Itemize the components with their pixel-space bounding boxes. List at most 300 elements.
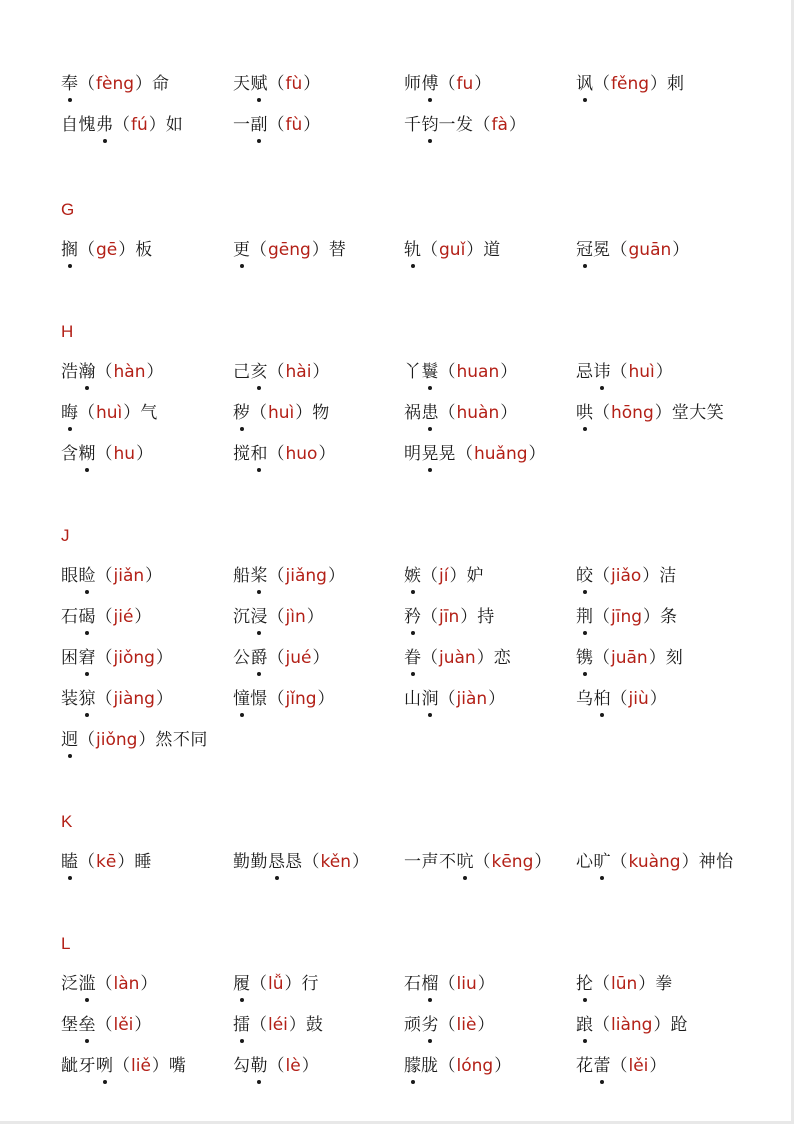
word-suffix: 跄 <box>670 1015 688 1035</box>
paren-open: （ <box>610 362 628 382</box>
target-character: 桨 <box>250 566 268 586</box>
vocab-entry <box>233 687 335 715</box>
target-character: 桕 <box>593 689 611 709</box>
target-character: 副 <box>250 115 268 135</box>
vocab-row <box>0 646 794 687</box>
vocab-entry <box>404 687 505 715</box>
paren-open: （ <box>438 689 456 709</box>
target-character: 榴 <box>421 974 439 994</box>
pinyin: huo <box>285 444 318 464</box>
vocab-entry <box>404 850 551 878</box>
vocab-row <box>0 1054 794 1095</box>
vocab-entry <box>576 360 673 388</box>
word-suffix: 然不同 <box>155 730 208 750</box>
pinyin: guān <box>628 240 672 260</box>
paren-open: （ <box>113 115 130 135</box>
target-character: 秽 <box>233 403 250 423</box>
target-character: 荆 <box>576 607 593 627</box>
pinyin: jīn <box>439 607 460 627</box>
vocab-row <box>0 401 794 442</box>
word-prefix: 龇牙 <box>61 1056 96 1076</box>
word-prefix: 山 <box>404 689 422 709</box>
paren-open: （ <box>250 1015 267 1035</box>
pinyin: hài <box>285 362 312 382</box>
section-letter: G <box>61 200 75 219</box>
target-character: 抡 <box>576 974 593 994</box>
paren-close: ） <box>146 362 164 382</box>
paren-close: ） <box>672 240 690 260</box>
target-character: 轨 <box>404 240 421 260</box>
paren-open: （ <box>95 1015 113 1035</box>
pinyin: jié <box>113 607 134 627</box>
paren-open: （ <box>95 566 113 586</box>
word-middle: 恳 <box>285 852 303 872</box>
target-character: 擂 <box>233 1015 250 1035</box>
vocab-entry <box>576 850 734 878</box>
paren-close: ） <box>649 689 667 709</box>
paren-close: ） <box>534 852 552 872</box>
word-suffix: 条 <box>660 607 678 627</box>
target-character: 讳 <box>593 362 611 382</box>
pinyin: fú <box>131 115 148 135</box>
pinyin: jiǎng <box>285 566 327 586</box>
word-prefix: 勾 <box>233 1056 251 1076</box>
pinyin: fù <box>285 74 303 94</box>
paren-close: ） <box>135 74 153 94</box>
word-prefix: 公 <box>233 648 251 668</box>
target-character: 傅 <box>421 74 439 94</box>
word-suffix: 嘴 <box>168 1056 187 1076</box>
pinyin: huì <box>628 362 655 382</box>
paren-open: （ <box>421 648 438 668</box>
paren-open: （ <box>593 607 610 627</box>
pinyin: fèng <box>96 74 135 94</box>
paren-close: ） <box>155 648 173 668</box>
paren-open: （ <box>267 566 285 586</box>
target-character: 搁 <box>61 240 78 260</box>
pinyin: jiàn <box>456 689 488 709</box>
target-character: 勒 <box>250 1056 268 1076</box>
vocab-entry <box>576 1013 688 1041</box>
paren-close: ） <box>500 403 518 423</box>
word-middle: 胧 <box>421 1056 439 1076</box>
word-prefix: 一 <box>233 115 251 135</box>
pinyin: liu <box>456 974 477 994</box>
paren-close: ） <box>650 74 668 94</box>
paren-open: （ <box>438 403 456 423</box>
paren-open: （ <box>267 362 285 382</box>
paren-close: ） <box>638 974 656 994</box>
paren-open: （ <box>421 607 438 627</box>
vocab-entry <box>404 972 495 1000</box>
pinyin: fù <box>285 115 303 135</box>
vocab-entry <box>61 401 158 429</box>
target-character: 奉 <box>61 74 78 94</box>
target-character: 弗 <box>96 115 113 135</box>
word-middle: 晃 <box>438 444 456 464</box>
vocab-entry <box>233 1054 319 1082</box>
paren-close: ） <box>653 1015 671 1035</box>
paren-open: （ <box>421 240 438 260</box>
paren-open: （ <box>438 1015 456 1035</box>
word-suffix: 板 <box>135 240 153 260</box>
paren-open: （ <box>78 403 95 423</box>
pinyin: lěi <box>113 1015 134 1035</box>
pinyin: fà <box>491 115 508 135</box>
word-suffix: 神怡 <box>698 852 734 872</box>
vocab-entry <box>404 646 511 674</box>
paren-open: （ <box>438 362 456 382</box>
pinyin: guǐ <box>439 240 466 260</box>
vocab-entry <box>61 72 170 100</box>
target-character: 浸 <box>250 607 268 627</box>
paren-close: ） <box>476 648 494 668</box>
paren-close: ） <box>138 730 156 750</box>
vocab-row <box>0 687 794 728</box>
target-character: 旷 <box>593 852 611 872</box>
pinyin: huì <box>96 403 123 423</box>
pinyin: jí <box>439 566 449 586</box>
paren-open: （ <box>438 74 456 94</box>
vocab-entry <box>404 401 517 429</box>
word-prefix: 一声不 <box>404 852 457 872</box>
paren-close: ） <box>155 689 173 709</box>
vocab-entry <box>404 238 501 266</box>
paren-close: ） <box>474 74 492 94</box>
paren-close: ） <box>136 444 154 464</box>
word-prefix: 师 <box>404 74 422 94</box>
vocab-entry <box>233 850 369 878</box>
target-character: 嫉 <box>404 566 421 586</box>
pinyin: huì <box>268 403 295 423</box>
vocab-entry <box>576 72 685 100</box>
paren-close: ） <box>312 362 330 382</box>
target-character: 碣 <box>78 607 96 627</box>
vocab-entry <box>404 113 526 141</box>
pinyin: lǚ <box>268 974 284 994</box>
word-suffix: 气 <box>140 403 158 423</box>
paren-open: （ <box>593 403 610 423</box>
paren-close: ） <box>327 566 345 586</box>
paren-close: ） <box>643 607 661 627</box>
pinyin: hàn <box>113 362 146 382</box>
vocab-entry <box>233 1013 323 1041</box>
paren-close: ） <box>317 689 335 709</box>
paren-open: （ <box>610 240 628 260</box>
pinyin: hu <box>113 444 136 464</box>
target-character: 蕾 <box>593 1056 611 1076</box>
paren-close: ） <box>306 607 324 627</box>
paren-open: （ <box>593 1015 610 1035</box>
word-prefix: 千 <box>404 115 422 135</box>
word-suffix: 如 <box>165 115 184 135</box>
target-character: 爵 <box>250 648 268 668</box>
word-prefix: 石 <box>404 974 422 994</box>
paren-close: ） <box>118 240 136 260</box>
word-prefix: 浩 <box>61 362 79 382</box>
word-suffix: 持 <box>477 607 495 627</box>
vocab-entry <box>576 687 667 715</box>
paren-close: ） <box>117 852 135 872</box>
word-prefix: 忌 <box>576 362 594 382</box>
pinyin: fěng <box>611 74 650 94</box>
target-character: 晃 <box>421 444 439 464</box>
vocab-entry <box>576 605 678 633</box>
pinyin: jìn <box>285 607 306 627</box>
pinyin: jīng <box>611 607 643 627</box>
paren-close: ） <box>303 74 321 94</box>
word-prefix: 石 <box>61 607 79 627</box>
vocab-entry <box>61 442 153 470</box>
word-prefix: 己 <box>233 362 251 382</box>
pinyin: liàng <box>611 1015 653 1035</box>
vocab-row <box>0 850 794 891</box>
paren-close: ） <box>649 1056 667 1076</box>
paren-close: ） <box>288 1015 306 1035</box>
paren-open: （ <box>438 974 456 994</box>
word-prefix: 沉 <box>233 607 251 627</box>
target-character: 瞌 <box>61 852 78 872</box>
paren-close: ） <box>140 974 158 994</box>
target-character: 滥 <box>78 974 96 994</box>
word-middle: 一发 <box>438 115 474 135</box>
target-character: 猄 <box>78 689 96 709</box>
vocab-entry <box>404 360 517 388</box>
pinyin: liè <box>456 1015 477 1035</box>
word-prefix: 船 <box>233 566 251 586</box>
section-letter: J <box>61 526 70 545</box>
word-suffix: 堂大笑 <box>671 403 725 423</box>
word-prefix: 勤勤 <box>233 852 268 872</box>
paren-close: ） <box>500 362 518 382</box>
target-character: 吭 <box>456 852 474 872</box>
paren-close: ） <box>134 607 152 627</box>
paren-close: ） <box>477 1015 495 1035</box>
paren-close: ） <box>477 974 495 994</box>
vocab-row <box>0 728 794 769</box>
word-prefix: 自愧 <box>61 115 96 135</box>
word-prefix: 搅 <box>233 444 251 464</box>
target-character: 矜 <box>404 607 421 627</box>
vocab-entry <box>233 972 319 1000</box>
vocab-entry <box>576 564 677 592</box>
vocab-entry <box>233 113 320 141</box>
word-prefix: 困 <box>61 648 79 668</box>
paren-open: （ <box>267 115 285 135</box>
word-middle: 冕 <box>593 240 611 260</box>
pinyin: jiù <box>628 689 649 709</box>
pinyin: kē <box>96 852 117 872</box>
paren-open: （ <box>78 852 95 872</box>
vocab-entry <box>233 564 345 592</box>
word-prefix: 祸 <box>404 403 422 423</box>
pinyin: kuàng <box>628 852 681 872</box>
word-suffix: 道 <box>483 240 501 260</box>
paren-close: ） <box>301 1056 319 1076</box>
word-prefix: 顽 <box>404 1015 422 1035</box>
vocab-entry <box>233 646 329 674</box>
vocab-entry <box>404 1013 494 1041</box>
pinyin: lè <box>285 1056 301 1076</box>
word-prefix: 心 <box>576 852 594 872</box>
paren-open: （ <box>593 74 610 94</box>
target-character: 冠 <box>576 240 593 260</box>
target-character: 窘 <box>78 648 96 668</box>
target-character: 迥 <box>61 730 78 750</box>
section-letter: L <box>61 934 71 953</box>
vocab-row <box>0 972 794 1013</box>
word-suffix: 洁 <box>659 566 677 586</box>
vocab-row <box>0 1013 794 1054</box>
target-character: 垒 <box>78 1015 96 1035</box>
word-suffix: 行 <box>301 974 319 994</box>
word-prefix: 丫 <box>404 362 422 382</box>
pinyin: gē <box>96 240 118 260</box>
paren-open: （ <box>593 648 610 668</box>
word-prefix: 泛 <box>61 974 79 994</box>
target-character: 眷 <box>404 648 421 668</box>
pinyin: huàn <box>456 403 500 423</box>
pinyin: jiǒng <box>96 730 138 750</box>
vocab-entry <box>404 564 484 592</box>
paren-close: ） <box>528 444 546 464</box>
paren-open: （ <box>95 444 113 464</box>
word-suffix: 鼓 <box>305 1015 324 1035</box>
word-suffix: 妒 <box>466 566 484 586</box>
paren-close: ） <box>134 1015 152 1035</box>
pinyin: juān <box>611 648 648 668</box>
vocab-entry <box>233 238 346 266</box>
word-suffix: 刺 <box>667 74 685 94</box>
vocab-row <box>0 360 794 401</box>
pinyin: lūn <box>611 974 638 994</box>
vocab-entry <box>61 972 157 1000</box>
paren-close: ） <box>449 566 467 586</box>
pinyin: kěn <box>320 852 351 872</box>
paren-open: （ <box>610 1056 628 1076</box>
pinyin: lóng <box>456 1056 494 1076</box>
paren-open: （ <box>250 403 267 423</box>
vocab-entry <box>576 1054 666 1082</box>
paren-close: ） <box>681 852 699 872</box>
target-character: 镌 <box>576 648 593 668</box>
vocab-entry <box>61 687 173 715</box>
paren-close: ） <box>145 566 163 586</box>
paren-close: ） <box>648 648 666 668</box>
paren-open: （ <box>95 362 113 382</box>
paren-close: ） <box>655 362 673 382</box>
vocab-entry <box>233 360 329 388</box>
vocab-entry <box>61 646 173 674</box>
pinyin: kēng <box>491 852 534 872</box>
paren-close: ） <box>151 1056 169 1076</box>
vocab-row <box>0 564 794 605</box>
target-character: 朦 <box>404 1056 421 1076</box>
paren-open: （ <box>456 444 473 464</box>
pinyin: jué <box>285 648 312 668</box>
target-character: 亥 <box>250 362 268 382</box>
paren-open: （ <box>267 1056 285 1076</box>
paren-open: （ <box>78 730 95 750</box>
paren-close: ） <box>284 974 302 994</box>
target-character: 履 <box>233 974 250 994</box>
vocab-entry <box>576 646 683 674</box>
word-prefix: 天 <box>233 74 251 94</box>
paren-open: （ <box>95 974 113 994</box>
paren-close: ） <box>508 115 526 135</box>
paren-close: ） <box>488 689 506 709</box>
section-letter: K <box>61 812 73 831</box>
word-prefix: 乌 <box>576 689 594 709</box>
vocab-entry <box>61 360 163 388</box>
word-prefix: 花 <box>576 1056 594 1076</box>
paren-open: （ <box>267 444 285 464</box>
vocab-entry <box>61 850 152 878</box>
target-character: 赋 <box>250 74 268 94</box>
paren-open: （ <box>593 974 610 994</box>
word-prefix: 眼 <box>61 566 79 586</box>
target-character: 糊 <box>78 444 96 464</box>
target-character: 瀚 <box>78 362 96 382</box>
vocab-row <box>0 238 794 279</box>
paren-open: （ <box>438 1056 456 1076</box>
pinyin: hōng <box>611 403 654 423</box>
pinyin: jiǎn <box>113 566 145 586</box>
pinyin: jiàng <box>113 689 155 709</box>
vocab-entry <box>576 972 673 1000</box>
word-suffix: 刻 <box>665 648 684 668</box>
paren-close: ） <box>351 852 369 872</box>
vocab-entry <box>61 728 208 756</box>
target-character: 踉 <box>576 1015 593 1035</box>
paren-open: （ <box>78 74 95 94</box>
paren-close: ） <box>312 648 330 668</box>
vocab-entry <box>61 1013 151 1041</box>
pinyin: gēng <box>268 240 311 260</box>
paren-open: （ <box>593 566 610 586</box>
paren-open: （ <box>610 689 628 709</box>
target-character: 患 <box>421 403 439 423</box>
paren-open: （ <box>95 689 113 709</box>
paren-open: （ <box>473 115 491 135</box>
paren-close: ） <box>303 115 321 135</box>
vocab-entry <box>404 605 495 633</box>
paren-open: （ <box>267 648 285 668</box>
vocab-entry <box>576 238 689 266</box>
target-character: 憧 <box>233 689 250 709</box>
vocab-entry <box>233 605 324 633</box>
section-letter: H <box>61 322 74 341</box>
paren-open: （ <box>302 852 320 872</box>
pinyin: làn <box>113 974 140 994</box>
vocab-entry <box>404 1054 511 1082</box>
paren-open: （ <box>267 607 285 627</box>
vocab-entry <box>61 605 151 633</box>
target-character: 涧 <box>421 689 439 709</box>
vocab-row <box>0 442 794 483</box>
paren-open: （ <box>267 74 285 94</box>
vocab-entry <box>576 401 724 429</box>
paren-open: （ <box>95 648 113 668</box>
vocab-entry <box>404 72 491 100</box>
target-character: 劣 <box>421 1015 439 1035</box>
paren-open: （ <box>250 974 267 994</box>
target-character: 皎 <box>576 566 593 586</box>
paren-close: ） <box>460 607 478 627</box>
word-suffix: 恋 <box>493 648 512 668</box>
paren-open: （ <box>78 240 95 260</box>
word-suffix: 替 <box>328 240 347 260</box>
